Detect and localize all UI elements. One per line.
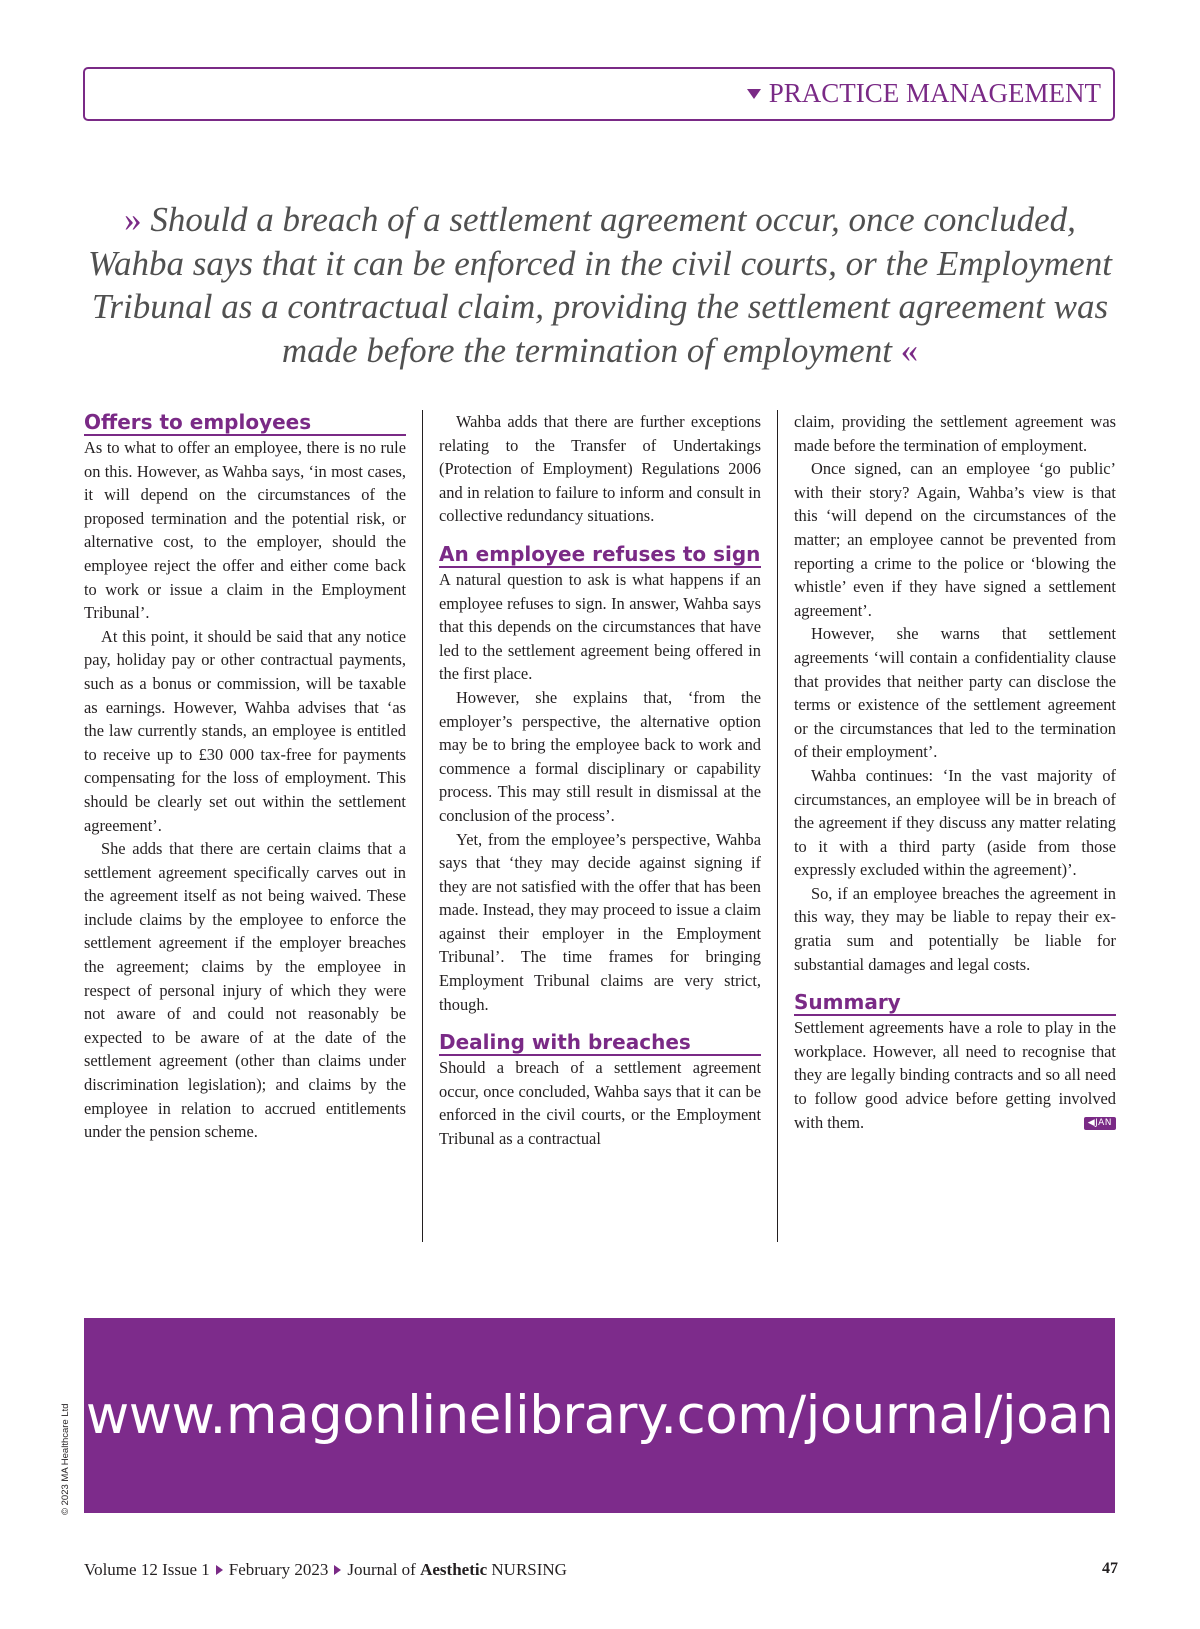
paragraph: However, she warns that settlement agreements ‘will contain a confidentiality clause that provides that neither party can disclose the terms or existence of the settlement agreement or the circumstances that led to the termination of their employment’. — [794, 624, 1116, 762]
paragraph: Should a breach of a settlement agreement occur, once concluded, Wahba says that it can be enforced in the civil courts, or the Employment Tribunal as a contractual — [439, 1058, 761, 1149]
quote-open-mark: » — [124, 200, 142, 239]
paragraph: A natural question to ask is what happens if an employee refuses to sign. In answer, Wahba says that this depends on the circumstances that have led to the settlement agreement being offered in the first place. — [439, 569, 761, 684]
section-header-box — [83, 67, 1115, 121]
footer-journal-prefix: Journal of — [347, 1560, 416, 1579]
paragraph: So, if an employee breaches the agreement in this way, they may be liable to repay their ex-gratia sum and potentially be liable for substantial damages and legal costs. — [794, 883, 1116, 974]
footer-journal-suffix: NURSING — [491, 1560, 567, 1579]
paragraph: Yet, from the employee’s perspective, Wahba says that ‘they may decide against signing if they are not satisfied with the offer that has been made. Instead, they may proceed to issue a claim against their employer in the Employment Tribunal’. The time frames for bringing Employment Tribunal claims are very strict, though. — [439, 829, 761, 1014]
paragraph: Wahba adds that there are further exceptions relating to the Transfer of Undertakings (Protection of Employment) Regulations 2006 and in relation to failure to inform and consult in collective redundancy situations. — [439, 412, 761, 526]
quote-close-mark: « — [900, 330, 919, 370]
triangle-right-icon — [216, 1565, 223, 1575]
paragraph: As to what to offer an employee, there is no rule on this. However, as Wahba says, ‘in most cases, it will depend on the circumstances of the proposed termination and the potential risk, or alternative cost, to the employer, should the employee reject the offer and either come back to work or issue a claim in the Employment Tribunal’. — [84, 438, 406, 623]
section-label — [747, 80, 1101, 107]
end-of-article-badge: ◀JAN — [1084, 1117, 1116, 1130]
paragraph: She adds that there are certain claims that a settlement agreement specifically carves out in the agreement itself as not being waived. These include claims by the employee to enforce the settlement agreement if the employer breaches the agreement; claims by the employee in respect of personal injury of which they were not aware of and could not reasonably be expected to be aware of at the date of the settlement agreement (other than claims under discrimination legislation); and claims by the employee in relation to accrued entitlements under the pension scheme. — [84, 839, 406, 1142]
page-number: 47 — [1102, 1560, 1118, 1577]
footer-journal-bold: Aesthetic — [420, 1560, 488, 1579]
article-column-1 — [84, 410, 406, 1144]
journal-url[interactable]: www.magonlinelibrary.com/journal/joan — [85, 1385, 1114, 1446]
paragraph: However, she explains that, ‘from the employer’s perspective, the alternative option may be to bring the employee back to work and commence a formal disciplinary or capability process. This may still result in dismissal at the conclusion of the process’. — [439, 687, 761, 825]
subhead-summary: Summary — [794, 990, 1116, 1016]
pull-quote-text: Should a breach of a settlement agreement occur, once concluded, Wahba says that it can be enforced in the civil courts, or the Employment Tribunal as a contractual claim, providing the settlement agreement was made before the termination of employment — [88, 200, 1112, 370]
pull-quote — [85, 198, 1115, 372]
article-column-2 — [439, 410, 761, 1151]
column-divider — [777, 410, 778, 1242]
copyright-notice: © 2023 MA Healthcare Ltd — [60, 1403, 71, 1515]
subhead-offers-to-employees: Offers to employees — [84, 410, 406, 436]
page-footer — [84, 1560, 567, 1580]
footer-journal — [347, 1560, 567, 1580]
paragraph: Once signed, can an employee ‘go public’ with their story? Again, Wahba’s view is that this ‘will depend on the circumstances of the matter; an employee cannot be prevented from reporting a crime to the police or ‘blowing the whistle’ even if they have signed a settlement agreement’. — [794, 459, 1116, 620]
summary-text: Settlement agreements have a role to play in the workplace. However, all need to recognise that they are legally binding contracts and so all need to follow good advice before getting involved with them. — [794, 1018, 1116, 1132]
column-divider — [422, 410, 423, 1242]
paragraph-summary — [794, 1016, 1116, 1134]
end-badge-text: JAN — [1095, 1117, 1112, 1128]
triangle-down-icon — [747, 89, 761, 99]
footer-date: February 2023 — [228, 1560, 329, 1579]
subhead-dealing-with-breaches: Dealing with breaches — [439, 1030, 761, 1056]
paragraph: claim, providing the settlement agreement was made before the termination of employment. — [794, 412, 1116, 455]
section-label-text: PRACTICE MANAGEMENT — [768, 78, 1101, 108]
triangle-right-icon — [334, 1565, 341, 1575]
subhead-employee-refuses-to-sign: An employee refuses to sign — [439, 541, 761, 566]
paragraph: At this point, it should be said that any notice pay, holiday pay or other contractual payments, such as a bonus or commission, will be taxable as earnings. However, Wahba advises that ‘as the law currently stands, an employee is entitled to receive up to £30 000 tax-free for payments compensating for the loss of employment. This should be clearly set out within the settlement agreement’. — [84, 626, 406, 835]
paragraph: Wahba continues: ‘In the vast majority of circumstances, an employee will be in breach of the agreement if they discuss any matter relating to it with a third party (aside from those expressly excluded within the agreement)’. — [794, 765, 1116, 880]
article-column-3 — [794, 410, 1116, 1134]
footer-volume: Volume 12 Issue 1 — [84, 1560, 210, 1579]
journal-url-banner — [84, 1318, 1115, 1513]
